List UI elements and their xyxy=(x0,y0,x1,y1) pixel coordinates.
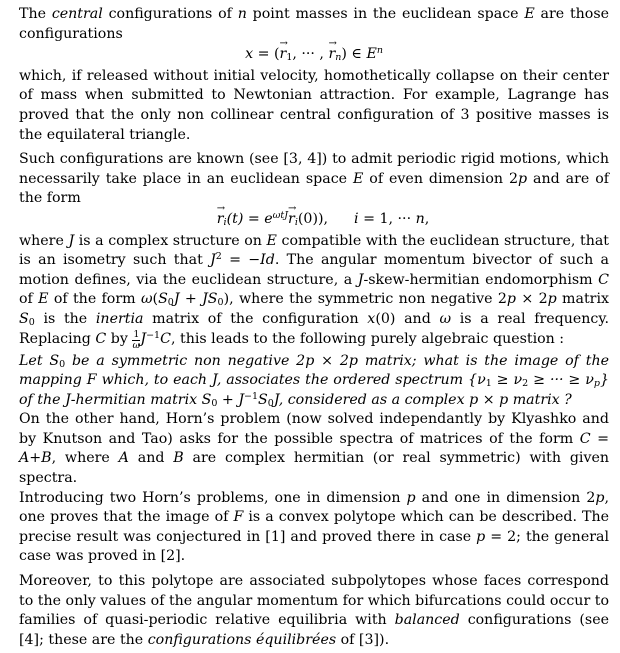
math-J: J xyxy=(357,271,364,288)
text: which, if released without initial velocity, homothetically collapse on their center of mass when submitted to Newtonian attraction. For example, Lagrange has proved that the only non collinear central configuration of 3 positive masses is the equilateral triangle. xyxy=(19,67,609,143)
math-p: p xyxy=(506,291,516,308)
numerator: 1 xyxy=(133,328,140,340)
text: point masses in the euclidean space xyxy=(246,6,525,22)
emphasis-central: central xyxy=(51,6,103,22)
math-nu: ν xyxy=(513,372,523,389)
subscript: 0 xyxy=(167,297,174,309)
math-p: p xyxy=(595,489,605,506)
emphasis-balanced: balanced xyxy=(394,612,460,629)
text: is a complex structure on xyxy=(74,232,267,249)
subscript: 1 xyxy=(286,52,293,64)
math-E: E xyxy=(38,291,49,308)
math-A: A xyxy=(19,450,30,467)
text: } of the xyxy=(19,372,610,408)
text: is the xyxy=(34,310,96,327)
math-J: J xyxy=(212,372,217,389)
math-p: p xyxy=(305,352,315,369)
paragraph-subpolytopes xyxy=(19,572,609,650)
text: configurations (see [4]; these are the xyxy=(19,612,610,648)
math-p: p xyxy=(348,352,358,369)
text: and are of the form xyxy=(19,170,609,207)
denominator: ω xyxy=(132,339,141,351)
subscript: 0 xyxy=(28,316,35,328)
text: -skew-hermitian endomorphism xyxy=(363,271,599,288)
math-JS: JS xyxy=(202,291,218,308)
math-op: = 1, ··· xyxy=(358,210,416,227)
math-F: F xyxy=(86,372,97,389)
superscript: n xyxy=(376,45,383,57)
problem-statement xyxy=(19,352,609,411)
text: , where xyxy=(51,450,119,467)
text: of the form xyxy=(48,291,141,308)
math-n: n xyxy=(415,210,425,227)
math-C: C xyxy=(598,271,610,288)
text: ( xyxy=(152,291,159,308)
math-J: J xyxy=(210,252,216,269)
subscript: 0 xyxy=(59,358,66,370)
text: On the other hand, Horn’s problem (now solved independantly by Klyashko and by Knutson and Tao) asks for the possible spectra of matrices of the form xyxy=(19,411,609,447)
math-E: E xyxy=(352,170,364,187)
superscript: 2 xyxy=(215,251,222,263)
subscript: i xyxy=(223,216,227,228)
math-p: p xyxy=(547,291,557,308)
math-S: S xyxy=(158,291,168,308)
text: of xyxy=(19,291,39,308)
vector-rn: → r xyxy=(328,45,335,65)
text: matrix of the configuration xyxy=(143,310,368,327)
math-p: p xyxy=(476,528,486,545)
math-C: C xyxy=(95,330,107,347)
math-nu: ν xyxy=(585,372,594,389)
subscript: i xyxy=(294,216,298,228)
text: and xyxy=(128,450,174,467)
emphasis-configurations-equilibrees: configurations équilibrées xyxy=(147,631,337,648)
math-B: B xyxy=(173,450,184,467)
math-op: , xyxy=(424,210,430,227)
text: of [3]). xyxy=(336,631,390,648)
paragraph-rigid-motions xyxy=(19,150,609,209)
text: + xyxy=(29,450,42,467)
text: are those configurations xyxy=(19,6,610,42)
math-S: S xyxy=(258,391,268,408)
math-F: F xyxy=(233,509,244,526)
paragraph-collapse xyxy=(19,67,609,145)
math-S: S xyxy=(201,391,212,408)
text: where xyxy=(19,232,69,249)
text: , considered as a complex xyxy=(278,391,470,408)
paragraph-horn-problem xyxy=(19,410,609,488)
text: matrix; what is the image of the mapping xyxy=(19,352,610,389)
text: are complex hermitian (or real symmetric) with given spectra. xyxy=(19,450,610,487)
math-p: p xyxy=(517,170,528,187)
text: ), where the symmetric non negative 2 xyxy=(223,291,507,308)
math-J: J xyxy=(140,330,147,347)
vector-ri: → r xyxy=(217,210,224,230)
math-S: S xyxy=(49,352,60,369)
math-E: E xyxy=(266,232,277,249)
subscript: n xyxy=(335,52,342,64)
math-op: ) ∈ xyxy=(341,46,367,63)
text: ≥ xyxy=(491,372,514,389)
text: The xyxy=(19,6,52,22)
paragraph-two-horn-problems xyxy=(19,489,609,567)
text: = xyxy=(590,430,609,447)
text: = 2; the general case was proved in [2]. xyxy=(19,528,609,565)
math-omega: ω xyxy=(439,310,452,327)
math-J: J xyxy=(68,232,75,249)
math-n: n xyxy=(237,6,247,22)
text: is a real frequency. Replacing xyxy=(19,310,609,347)
superscript: −1 xyxy=(244,390,259,402)
math-C: C xyxy=(579,430,591,447)
math-x: x xyxy=(367,310,376,327)
text: × xyxy=(478,391,500,408)
math-op: = ( xyxy=(253,46,280,63)
subscript: p xyxy=(593,378,600,390)
text: and one in dimension 2 xyxy=(415,489,596,506)
text: + xyxy=(179,291,203,308)
math-J: J xyxy=(65,391,71,408)
math-B: B xyxy=(41,450,52,467)
math-op: (0)), xyxy=(297,210,329,227)
text: is a convex polytope which can be described. The precise result was conjectured in [1] and proved there in case xyxy=(19,509,610,545)
subscript: 1 xyxy=(485,378,492,390)
subscript: 0 xyxy=(267,397,274,409)
text: be a symmetric non negative 2 xyxy=(65,352,306,369)
text: of even dimension 2 xyxy=(363,170,518,187)
text: matrix ? xyxy=(508,391,572,408)
math-A: A xyxy=(118,450,129,467)
superscript: −1 xyxy=(146,329,161,341)
text: ≥ ··· ≥ xyxy=(528,372,586,389)
math-E: E xyxy=(524,6,535,22)
math-J: J xyxy=(273,391,279,408)
math-E: E xyxy=(366,46,377,63)
text: matrix xyxy=(556,291,609,308)
math-i: i xyxy=(354,210,359,227)
math-Id: Id xyxy=(260,252,275,269)
text: Such configurations are known (see [3, 4]) to admit periodic rigid motions, which necessarily take place in an euclidean space xyxy=(19,151,609,187)
text: . The angular momentum bivector of such a motion defines, via the euclidean structure, a xyxy=(19,252,610,288)
math-p: p xyxy=(469,391,479,408)
math-S: S xyxy=(19,310,29,327)
paragraph-complex-structure xyxy=(19,232,609,351)
text: Let xyxy=(19,352,50,369)
text: , one proves that the image of xyxy=(19,489,609,526)
subscript: 0 xyxy=(211,397,218,409)
math-expr: (t) = e xyxy=(226,210,273,227)
math-J: J xyxy=(173,291,180,308)
equation-configuration xyxy=(19,45,609,65)
text: (0) and xyxy=(375,310,440,327)
emphasis-inertia: inertia xyxy=(95,310,144,327)
subscript: 0 xyxy=(217,297,224,309)
text: compatible with the euclidean structure, that is an isometry such that xyxy=(19,232,609,269)
math-J: J xyxy=(238,391,245,408)
vector-r1: → r xyxy=(280,45,287,65)
math-C: C xyxy=(160,330,171,347)
superscript: ωtJ xyxy=(272,209,289,221)
subscript: 2 xyxy=(522,378,529,390)
text: Introducing two Horn’s problems, one in dimension xyxy=(19,489,407,506)
math-x: x xyxy=(245,46,254,63)
text: by xyxy=(106,330,133,347)
text: which, to each xyxy=(96,372,212,389)
text: + xyxy=(217,391,239,408)
text: = − xyxy=(221,252,261,269)
text: × 2 xyxy=(314,352,349,369)
math-nu: ν xyxy=(477,372,486,389)
equation-rigid-motion xyxy=(19,210,609,230)
text: × 2 xyxy=(516,291,548,308)
text: configurations of xyxy=(102,6,238,22)
text: , associates the ordered spectrum { xyxy=(216,372,478,389)
paragraph-central-configurations xyxy=(19,5,609,44)
text: -hermitian matrix xyxy=(70,391,202,408)
math-omega: ω xyxy=(140,291,153,308)
text: Moreover, to this polytope are associated subpolytopes whose faces correspond to the only values of the angular momentum for which bifurcations could occur to families of quasi-periodic relative equilibria with xyxy=(19,573,609,629)
vector-ri: → r xyxy=(288,210,295,230)
math-op: , ··· , xyxy=(292,46,329,63)
math-p: p xyxy=(499,391,509,408)
math-p: p xyxy=(406,489,416,506)
text: , this leads to the following purely algebraic question : xyxy=(170,330,565,347)
